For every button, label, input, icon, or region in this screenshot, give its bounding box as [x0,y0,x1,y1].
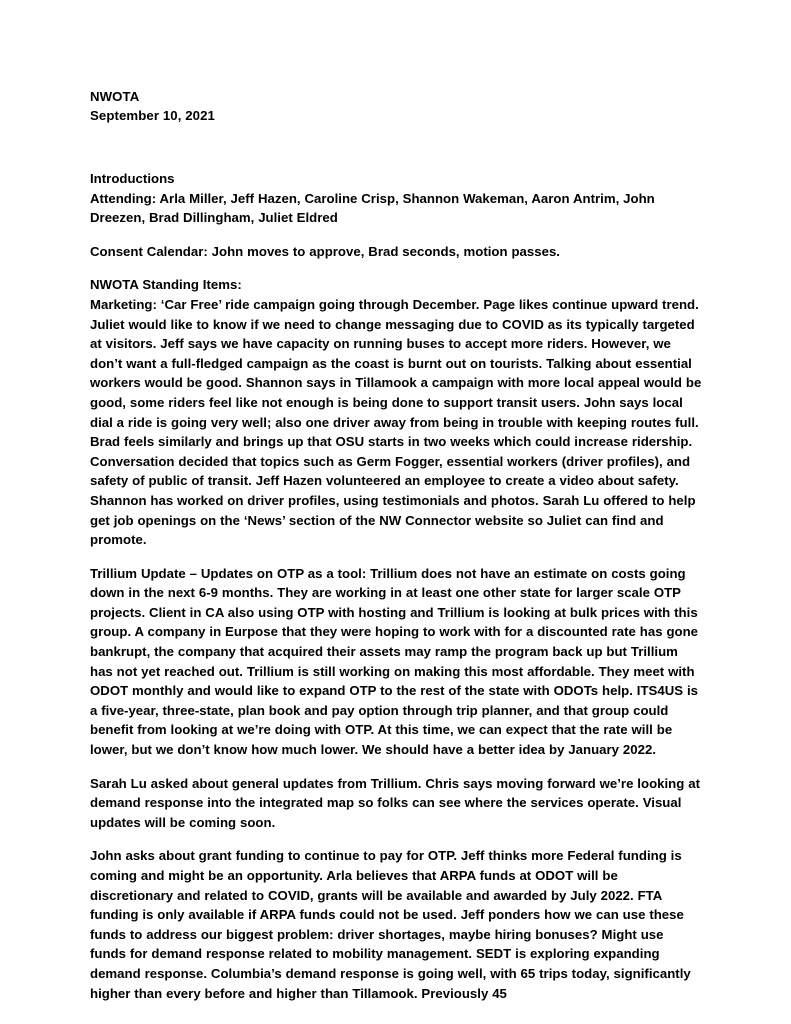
marketing-paragraph: Marketing: ‘Car Free’ ride campaign going through December. Page likes continue upward trend. Juliet would like to know if we need to change messaging due to COVID as its typically targeted at visitors. Jeff says we have capacity on running buses to accept more riders. However, we don’t want a full-fledged campaign as the coast is burnt out on tourists. Talking about essential workers would be good. Shannon says in Tillamook a campaign with more local appeal would be good, some riders feel like not enough is being done to support transit users. John says local dial a ride is going very well; also one driver away from being in trouble with keeping routes full. Brad feels similarly and brings up that OSU starts in two weeks which could increase ridership. Conversation decided that topics such as Germ Fogger, essential workers (driver profiles), and safety of public of transit. Jeff Hazen volunteered an employee to create a video about safety. Shannon has worked on driver profiles, using testimonials and photos. Sarah Lu offered to help get job openings on the ‘News’ section of the NW Connector website so Juliet can find and promote. [90,296,702,548]
section-heading-standing-items: NWOTA Standing Items: [90,277,242,293]
document-header [90,88,702,125]
grant-funding-paragraph: John asks about grant funding to continue to pay for OTP. Jeff thinks more Federal funding is coming and might be an opportunity. Arla believes that ARPA funds at ODOT will be discretionary and related to COVID, grants will be available and awarded by July 2022. FTA funding is only available if ARPA funds could not be used. Jeff ponders how we can use these funds to address our biggest problem: driver shortages, maybe hiring bonuses? Might use funds for demand response related to mobility management. SEDT is exploring expanding demand response. Columbia’s demand response is going well, with 65 trips today, significantly higher than every before and higher than Tillamook. Previously 45 [90,848,691,1001]
sarah-lu-updates-paragraph: Sarah Lu asked about general updates from Trillium. Chris says moving forward we’re looking at demand response into the integrated map so folks can see where the services operate. Visual updates will be coming soon. [90,775,700,830]
header-spacer [90,125,702,169]
trillium-update-paragraph: Trillium Update – Updates on OTP as a tool: Trillium does not have an estimate on costs going down in the next 6-9 months. They are working in at least one other state for larger scale OTP projects. Client in CA also using OTP with hosting and Trillium is looking at bulk prices with this group. A company in Eurpose that they were hoping to work with for a discounted rate has gone bankrupt, the company that acquired their assets may ramp the program back up but Trillium has not yet reached out. Trillium is still working on making this most affordable. They meet with ODOT monthly and would like to expand OTP to the rest of the state with ODOTs help. ITS4US is a five-year, three-state, plan book and pay option through trip planner, and that group could benefit from looking at we’re doing with OTP. At this time, we can expect that the rate will be lower, but we don’t know how much lower. We should have a better idea by January 2022. [90,565,699,758]
organization-name: NWOTA [90,89,140,104]
attendee-list: Attending: Arla Miller, Jeff Hazen, Caroline Crisp, Shannon Wakeman, Aaron Antrim, John Dreezen, Brad Dillingham, Juliet Eldred [90,190,655,226]
document-body [90,88,702,1003]
consent-calendar-paragraph: Consent Calendar: John moves to approve, Brad seconds, motion passes. [90,243,560,259]
meeting-date: September 10, 2021 [90,107,215,123]
section-heading-introductions: Introductions [90,171,175,186]
